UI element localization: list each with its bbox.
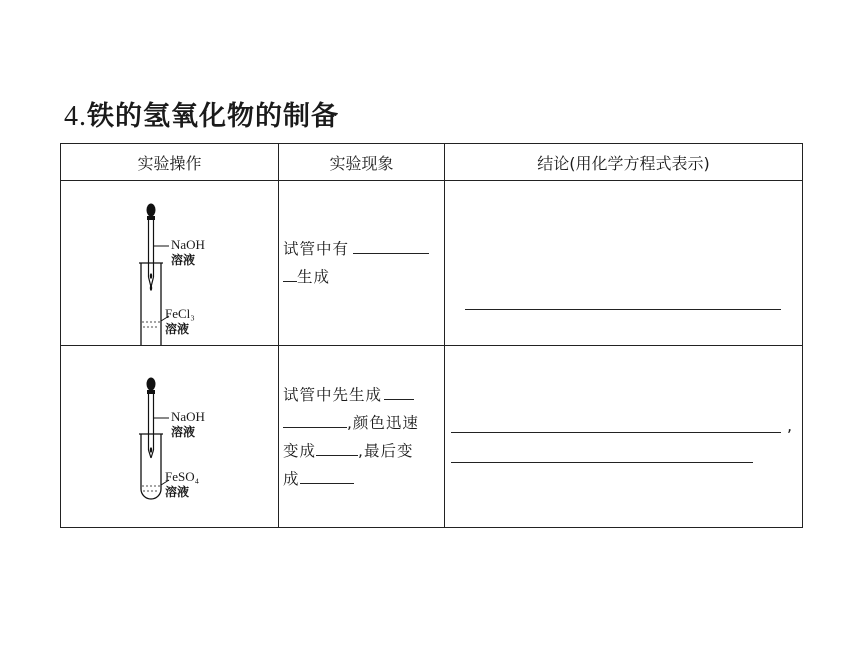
- answer-blank[interactable]: [384, 381, 414, 400]
- comma: ,: [787, 416, 793, 435]
- answer-blank[interactable]: [300, 465, 354, 484]
- conclusion-cell: [445, 346, 803, 528]
- phenomenon-text-a: 试管中有: [283, 240, 350, 258]
- dropper-reagent-label: NaOH: [171, 409, 205, 424]
- test-tube-dropper-diagram: [61, 346, 279, 527]
- apparatus-fecl3: [61, 181, 279, 345]
- answer-blank[interactable]: [353, 235, 429, 254]
- conclusion-cell: [445, 181, 803, 346]
- table-row: [61, 346, 803, 528]
- dropper-reagent-label-2: 溶液: [171, 253, 196, 267]
- section-heading: [64, 94, 339, 133]
- tube-reagent-label-2: 溶液: [165, 485, 190, 499]
- section-title: 铁的氢氧化物的制备: [87, 101, 339, 132]
- tube-reagent-label: FeSO₄: [165, 469, 200, 484]
- section-number: 4.: [64, 101, 87, 132]
- phenomenon-text-e: 成: [283, 469, 300, 488]
- operation-cell: [61, 181, 279, 346]
- table-row: [61, 181, 803, 346]
- table-header-row: [61, 144, 803, 181]
- experiment-table: [60, 143, 803, 528]
- dropper-reagent-label: NaOH: [171, 237, 205, 252]
- phenomenon-text-b: ,颜色迅速: [347, 413, 419, 432]
- phenomenon-text-b: 生成: [297, 268, 331, 286]
- phenomenon-cell: [279, 181, 445, 346]
- phenomenon-text-d: ,最后变: [358, 441, 414, 460]
- phenomenon-text-c: 变成: [283, 441, 317, 460]
- phenomenon-cell: [279, 346, 445, 528]
- phenomenon-text-a: 试管中先生成: [283, 385, 383, 404]
- equation-blank[interactable]: [451, 432, 781, 433]
- equation-blank[interactable]: [451, 462, 753, 463]
- answer-blank[interactable]: [283, 263, 297, 282]
- header-phenomenon: 实验现象: [279, 144, 445, 181]
- header-operation: 实验操作: [61, 144, 279, 181]
- dropper-reagent-label-2: 溶液: [171, 425, 196, 439]
- tube-reagent-label-2: 溶液: [165, 322, 190, 336]
- operation-cell: [61, 346, 279, 528]
- answer-blank[interactable]: [283, 409, 347, 428]
- tube-reagent-label: FeCl₃: [165, 306, 195, 321]
- header-conclusion: 结论(用化学方程式表示): [445, 144, 803, 181]
- equation-blank[interactable]: [465, 309, 781, 310]
- apparatus-feso4: [61, 346, 279, 527]
- answer-blank[interactable]: [316, 437, 358, 456]
